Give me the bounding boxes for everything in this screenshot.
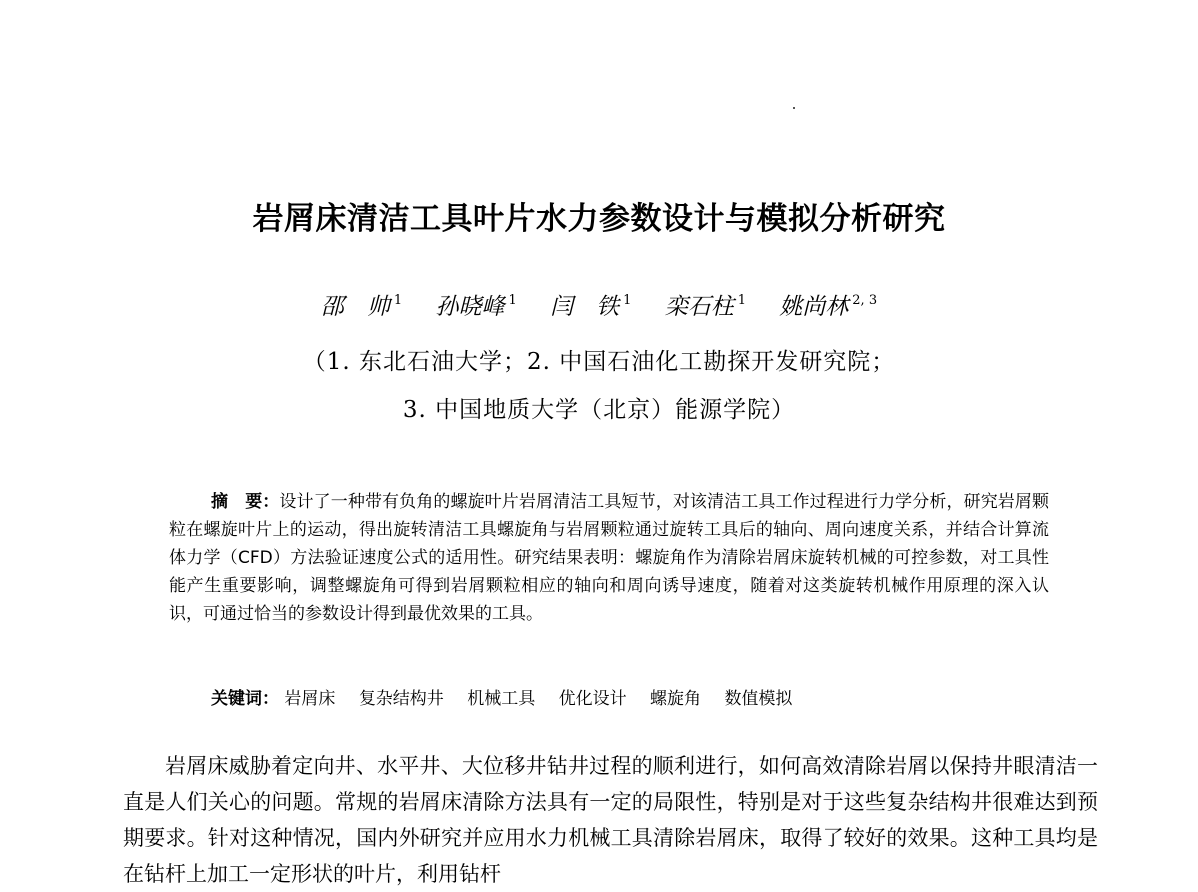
scan-speck bbox=[793, 107, 795, 109]
abstract-label: 摘 要： bbox=[211, 492, 280, 512]
abstract bbox=[169, 488, 1049, 628]
keyword-3: 机械工具 bbox=[467, 689, 536, 709]
keywords bbox=[211, 684, 810, 709]
author-2: 孙晓峰 $^1$ bbox=[435, 293, 517, 320]
author-list bbox=[0, 288, 1198, 321]
body-paragraph: 岩屑床威胁着定向井、水平井、大位移井钻井过程的顺利进行，如何高效清除岩屑以保持井眼清洁一直是人们关心的问题。常规的岩屑床清除方法具有一定的局限性，特别是对于这些复杂结构井很难达到预期要求。针对这种情况，国内外研究并应用水力机械工具清除岩屑床，取得了较好的效果。这种工具均是在钻杆上加工一定形状的叶片，利用钻杆 bbox=[123, 754, 1098, 886]
abstract-text: 设计了一种带有负角的螺旋叶片岩屑清洁工具短节，对该清洁工具工作过程进行力学分析，研究岩屑颗粒在螺旋叶片上的运动，得出旋转清洁工具螺旋角与岩屑颗粒通过旋转工具后的轴向、周向速度关系，并结合计算流体力学（CFD）方法验证速度公式的适用性。研究结果表明：螺旋角作为清除岩屑床旋转机械的可控参数，对工具性能产生重要影响，调整螺旋角可得到岩屑颗粒相应的轴向和周向诱导速度，随着对这类旋转机械作用原理的深入认识，可通过恰当的参数设计得到最优效果的工具。 bbox=[169, 492, 1050, 624]
author-5: 姚尚林 $^{2, 3}$ bbox=[779, 293, 878, 320]
author-4: 栾石柱 $^1$ bbox=[664, 293, 746, 320]
keyword-2: 复杂结构井 bbox=[358, 689, 444, 709]
affiliation-line-1: （1. 东北石油大学；2. 中国石油化工勘探开发研究院； bbox=[302, 349, 896, 375]
keyword-4: 优化设计 bbox=[558, 689, 627, 709]
paper-title: 岩屑床清洁工具叶片水力参数设计与模拟分析研究 bbox=[252, 201, 946, 237]
keyword-1: 岩屑床 bbox=[284, 689, 336, 709]
keyword-6: 数值模拟 bbox=[724, 689, 793, 709]
body-text bbox=[123, 748, 1098, 892]
affiliation-line-2: 3. 中国地质大学（北京）能源学院） bbox=[402, 397, 796, 423]
author-1: 邵 帅 $^1$ bbox=[320, 293, 403, 320]
keywords-label: 关键词： bbox=[211, 689, 279, 709]
author-3: 闫 铁 $^1$ bbox=[550, 293, 632, 320]
keyword-5: 螺旋角 bbox=[650, 689, 702, 709]
